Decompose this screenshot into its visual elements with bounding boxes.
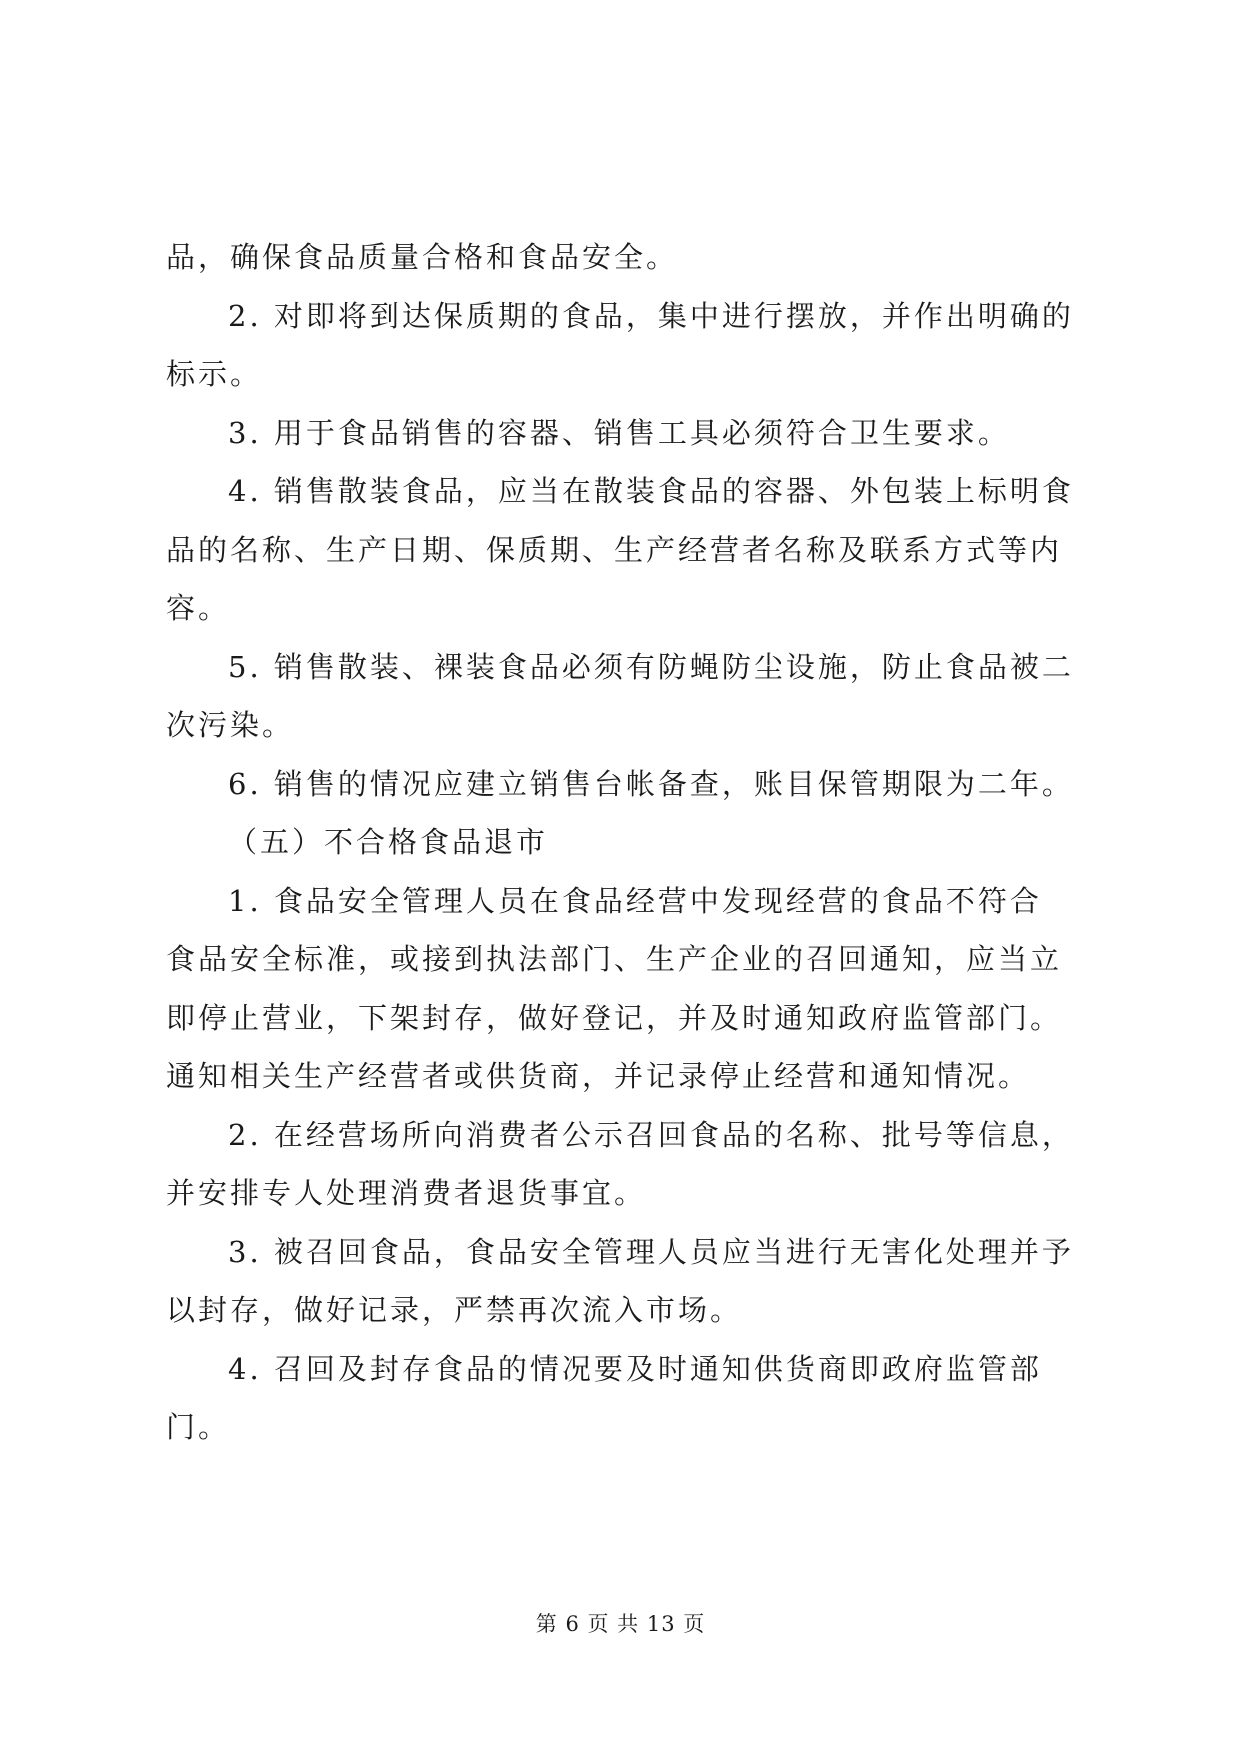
text-line: 标示。 [166, 357, 263, 391]
list-item-1-line: 1. 食品安全管理人员在食品经营中发现经营的食品不符合 [228, 883, 1042, 918]
page-number-footer: 第 6 页 共 13 页 [535, 1612, 706, 1636]
text-line: 食品安全标准，或接到执法部门、生产企业的召回通知，应当立 [166, 942, 1063, 976]
text-line: 门。 [166, 1410, 231, 1444]
list-item-2-line: 2. 在经营场所向消费者公示召回食品的名称、批号等信息， [228, 1117, 1074, 1152]
list-item-2-line: 2. 对即将到达保质期的食品，集中进行摆放，并作出明确的 [228, 298, 1074, 333]
list-item-5-line: 5. 销售散装、裸装食品必须有防蝇防尘设施，防止食品被二 [228, 649, 1074, 684]
list-item-3-line: 3. 被召回食品，食品安全管理人员应当进行无害化处理并予 [228, 1234, 1074, 1269]
text-line: 并安排专人处理消费者退货事宜。 [166, 1176, 647, 1210]
text-line: 品，确保食品质量合格和食品安全。 [166, 240, 679, 274]
document-body [166, 228, 1082, 1457]
text-line: 通知相关生产经营者或供货商，并记录停止经营和通知情况。 [166, 1059, 1031, 1093]
list-item-3-line: 3. 用于食品销售的容器、销售工具必须符合卫生要求。 [228, 415, 1010, 450]
text-line: 次污染。 [166, 708, 295, 742]
list-item-4-line: 4. 销售散装食品，应当在散装食品的容器、外包装上标明食 [228, 474, 1074, 508]
text-line: 容。 [166, 591, 231, 625]
list-item-6-line: 6. 销售的情况应建立销售台帐备查，账目保管期限为二年。 [228, 766, 1074, 801]
text-line: 品的名称、生产日期、保质期、生产经营者名称及联系方式等内 [166, 532, 1063, 567]
text-line: 即停止营业，下架封存，做好登记，并及时通知政府监管部门。 [166, 1000, 1063, 1035]
list-item-4-line: 4. 召回及封存食品的情况要及时通知供货商即政府监管部 [228, 1351, 1042, 1386]
section-heading: （五）不合格食品退市 [228, 825, 549, 859]
text-line: 以封存，做好记录，严禁再次流入市场。 [166, 1293, 743, 1327]
